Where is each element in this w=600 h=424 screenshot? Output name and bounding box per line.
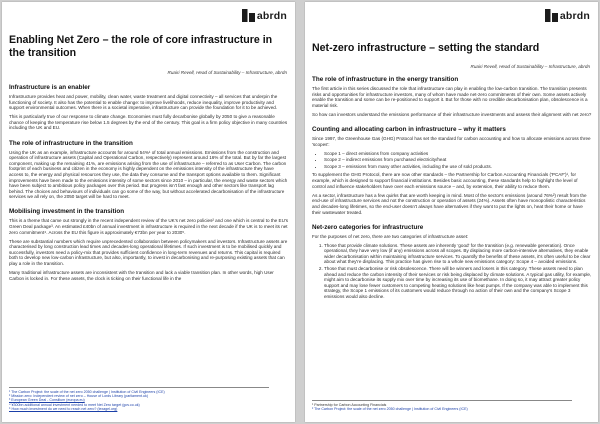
footnotes — [312, 400, 572, 411]
paragraph: Since 1997, the Greenhouse Gas (GHG) Protocol has set the standard for carbon accounting and how to allocate emissions across three 'scopes': — [312, 135, 591, 147]
footnote-link[interactable]: ³ European Green Deal - Consilium (europa.eu) — [9, 398, 85, 403]
author-line: Ruairi Revell, Head of Sustainability – Infrastructure, abrdn — [167, 70, 287, 75]
list-item: • Scope 2 – indirect emissions from purchased electricity/heat — [324, 157, 592, 163]
page-title: Net-zero infrastructure – setting the standard — [312, 42, 540, 54]
footnote-link[interactable]: ⁴ ¥300bn additional annual investment needed to meet Net Zero target (gov.co.uk) — [9, 402, 140, 407]
footnote-link[interactable]: ¹ The Carbon Project: the scale of the net zero 2050 challenge | Institution of Civil Engineers (ICE) — [9, 389, 165, 394]
article-body — [9, 84, 289, 285]
section-heading: The role of infrastructure in the transition — [9, 139, 133, 147]
category-list — [312, 243, 592, 300]
paragraph: Infrastructure provides heat and power, mobility, clean water, waste treatment and digital connectivity – all services that underpin the functioning of society. It also has the potential to enable change: to improve livelihoods, reduce inequality, improve productivity and support environmental outcomes. When there is a societal imperative, infrastructure can provide the foundation for it to be achieved. — [9, 94, 278, 111]
paragraph: Using the UK as an example, infrastructure accounts for around 54%¹ of total annual emissions. Emissions from the construction and operation of infrastructure assets (Capital and Operational Carbon, respectively) represent around 16% of the total. But by far the largest component, making up the remaining 41%, are emissions arising from the use of infrastructure – referred to as User Carbon. The carbon footprint of each business and citizen in the economy is highly dependent on the emissions intensity of the infrastructure they have access to, the energy and physical resources they use, the data they consume and the transport options available to them. Significant improvements have been made to the emissions intensity of some sectors since 2010 – in particular, the energy and waste sectors which have been subject to ambitious policy packages over this period. But progress isn't fast enough and other sectors like transport lag behind. The choices and behaviours of individuals can go some of the way, but without accelerated decarbonisation of the infrastructure services we all rely on, the 2050 target will be hard to meet. — [9, 149, 288, 200]
article-body — [312, 76, 592, 303]
list-item: • Scope 3 – emissions from many other activities, including the use of sold products. — [324, 164, 592, 170]
footnote: ¹ Partnership for Carbon Accounting Financials — [312, 402, 387, 407]
footnote-link[interactable]: ² The Carbon Project: the scale of the net zero 2050 challenge | Institution of Civil Engineers (ICE) — [312, 406, 468, 411]
paragraph: These are substantial numbers which require unprecedented collaboration between policymakers and investors. Infrastructure assets are characterised by long construction lead times and decades-long operational lifetimes. If such investment is to be mobilised quickly and successfully, investors need a policy-mix that provides sufficient confidence in long-term revenues and returns. This capital is required both to develop new low-carbon infrastructure, but also, importantly, to invest in decarbonising and re-purposing existing assets that can play a role in the transition. — [9, 238, 288, 267]
page-title: Enabling Net Zero – the role of core infrastructure in the transition — [9, 34, 273, 59]
footnote-link[interactable]: ⁵ How much investment do we need to reach net zero? (lexagel.org) — [9, 407, 118, 412]
section-heading: The role of infrastructure in the energy transition — [312, 76, 459, 83]
section-heading: Counting and allocating carbon in infrastructure – why it matters — [312, 125, 506, 133]
brand-name: abrdn — [559, 9, 590, 22]
author-line: Ruairi Revell, Head of Sustainability – Infrastructure, abrdn — [470, 64, 590, 69]
brand-logo — [242, 9, 287, 22]
paragraph: This is particularly true of our response to climate change. Economies must fully decarbonise globally by 2050 to give a reasonable chance of keeping the temperature rise below 1.5 degrees by the end of the century. This goal is a firm policy objective in many countries including the UK and EU. — [9, 114, 288, 131]
paragraph: To supplement the GHG Protocol, there are now other standards – the Partnership for Carbon Accounting Financials ('PCAF')¹, for example, which is designed to support financial institutions. Besides basic accounting, these standards help to highlight the level of control and influence stakeholders have over each emissions source – and, by extension, their ability to reduce them. — [312, 172, 578, 189]
paragraph: As a sector, infrastructure has a few quirks that are worth keeping in mind. Most of the sector's emissions (around 76%²) result from the end-use of infrastructure services and not the construction or operation of assets (24%). Assets often have monopolistic characteristics and decades-long lifetimes, so the end-user doesn't always have alternatives if they want to put the lights on, heat their home or have their wastewater treated. — [312, 192, 587, 215]
paragraph: So how can investors understand the emissions performance of their infrastructure investments and assess their alignment with net zero? — [312, 111, 592, 117]
footnotes — [9, 387, 269, 412]
paragraph: Many traditional infrastructure assets are inconsistent with the transition and lack a viable transition plan. In other words, high User Carbon is locked in. For these assets, the clock is ticking on their functional life in the — [9, 270, 274, 281]
list-item: • Scope 1 – direct emissions from company activities — [324, 151, 592, 157]
brand-name: abrdn — [256, 9, 287, 22]
scope-list — [312, 151, 592, 170]
section-heading: Mobilising investment in the transition — [9, 208, 125, 216]
brand-logo — [545, 9, 590, 22]
document-page-right — [305, 2, 598, 422]
list-item: 2. Those that must decarbonise or risk obsolescence. There will be winners and losers in this category. These assets need to plan ahead and reduce the carbon intensity of their services or risk being displaced by climate solutions. A typical gas utility, for example, might aim to decarbonise its supply mix over time by increasing its use of biomethane. In doing so, it may attract greater policy support and may lose fewer customers to competing heating solutions like heat pumps. If the company was able to implement this strategy, the Scope 1 emissions of its customers would reduce through no action of their own and the company's Scope 3 emissions would also decline. — [324, 266, 592, 300]
paragraph: This is a theme that came out strongly in the recent independent review of the UK's net zero policies² and one which is central to the EU's Green Deal package³. An estimated £40bn of annual investment in infrastructure is required in the next decade if the UK is to meet its net zero commitment⁴. Across the EU this figure is approximately €73bn per year to 2030⁵. — [9, 218, 289, 235]
section-heading: Net-zero categories for infrastructure — [312, 223, 424, 231]
footnote-link[interactable]: ² Mission zero: Independent review of net zero – House of Lords Library (parliament.uk) — [9, 393, 149, 398]
section-heading: Infrastructure is an enabler — [9, 84, 91, 91]
paragraph: For the purposes of net zero, there are two categories of infrastructure asset: — [312, 233, 469, 239]
abrdn-logo-icon — [545, 9, 558, 22]
list-item: 1. Those that provide climate solutions. These assets are inherently 'good' for the transition (e.g. renewable generation). Once operational, they have very low (if any) emissions across all scopes. By displacing more carbon-intensive alternatives, they enable wider decarbonisation within maintaining infrastructure services. To quantify the benefits of these assets, it's often useful to be clear about what they're displacing. This practice has given rise to a whole new emissions category: Scope 4 – avoided emissions. — [324, 243, 592, 265]
paragraph: The first article in this series discussed the role that infrastructure can play in enabling the low-carbon transition. The transition presents risks and opportunities for infrastructure investors, many of whom have made net-zero commitments of their own. Some assets actively enable the transition and some can be re-positioned to support it. But for those with no credible decarbonisation plan, obsolescence is a material risk. — [312, 86, 588, 108]
abrdn-logo-icon — [242, 9, 255, 22]
document-page-left — [2, 2, 295, 422]
